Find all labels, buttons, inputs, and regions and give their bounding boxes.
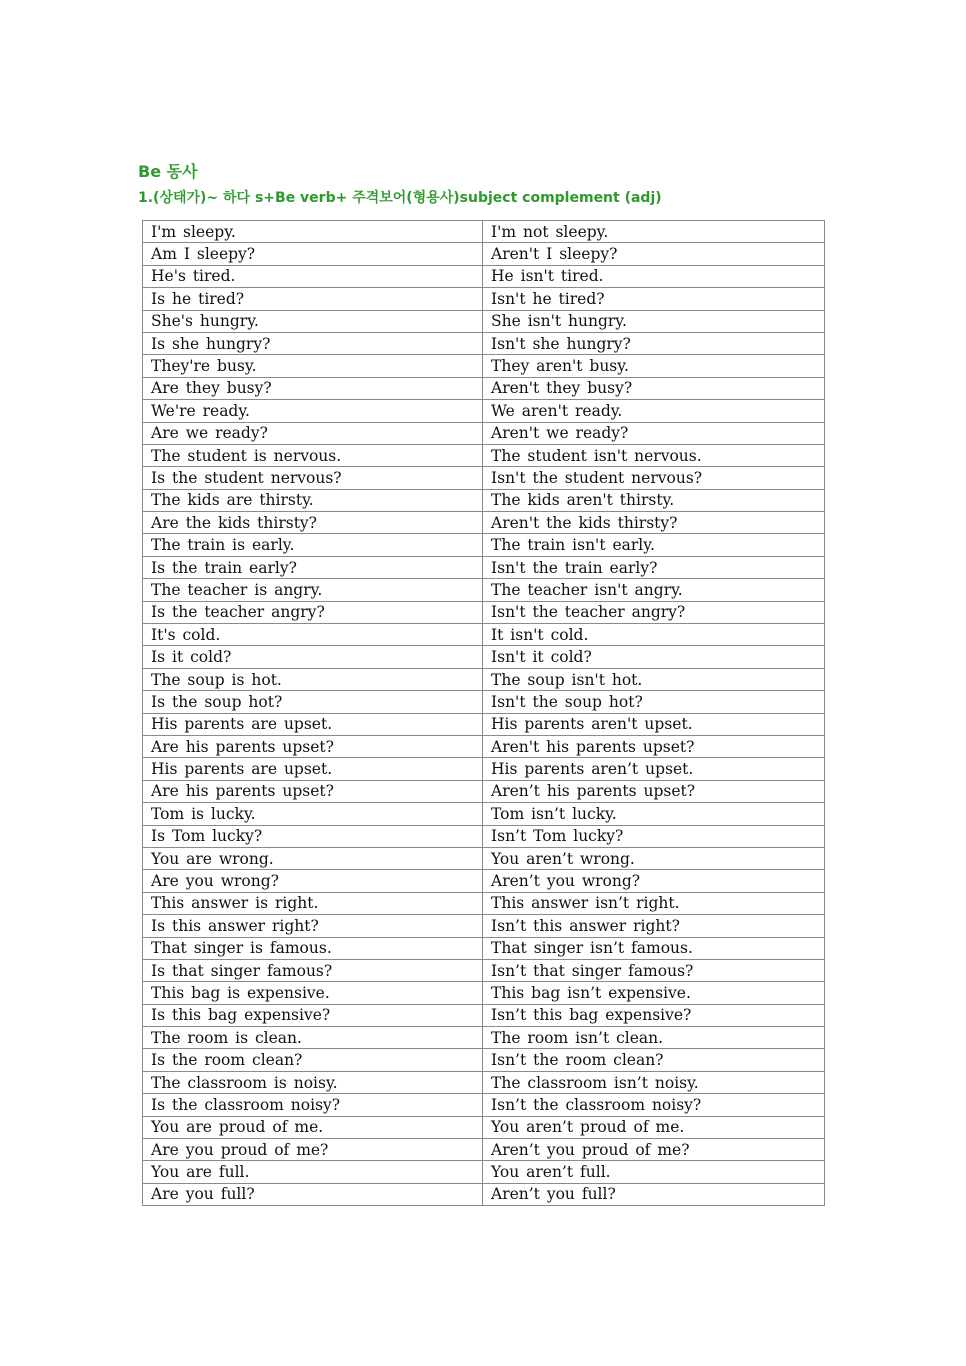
table-row: [143, 1161, 825, 1183]
negative-cell: That singer isn’t famous.: [483, 937, 825, 959]
table-row: [143, 534, 825, 556]
affirmative-cell: I'm sleepy.: [143, 221, 483, 243]
negative-cell: Aren’t you full?: [483, 1183, 825, 1205]
table-row: [143, 780, 825, 802]
affirmative-cell: Is the room clean?: [143, 1049, 483, 1071]
table-row: [143, 1071, 825, 1093]
section-subheading: 1.(상태가)~ 하다 s+Be verb+ 주격보어(형용사)subject complement (adj): [138, 190, 662, 206]
table-row: [143, 355, 825, 377]
negative-cell: It isn't cold.: [483, 624, 825, 646]
negative-cell: Isn’t Tom lucky?: [483, 825, 825, 847]
affirmative-cell: Are his parents upset?: [143, 735, 483, 757]
table-row: [143, 332, 825, 354]
affirmative-cell: His parents are upset.: [143, 758, 483, 780]
negative-cell: Isn't the train early?: [483, 556, 825, 578]
negative-cell: Aren’t you wrong?: [483, 870, 825, 892]
negative-cell: The soup isn't hot.: [483, 668, 825, 690]
table-row: [143, 1139, 825, 1161]
affirmative-cell: Am I sleepy?: [143, 243, 483, 265]
affirmative-cell: Are you proud of me?: [143, 1139, 483, 1161]
negative-cell: They aren't busy.: [483, 355, 825, 377]
negative-cell: Isn’t this bag expensive?: [483, 1004, 825, 1026]
negative-cell: Isn't the soup hot?: [483, 691, 825, 713]
affirmative-cell: The student is nervous.: [143, 444, 483, 466]
affirmative-cell: This bag is expensive.: [143, 982, 483, 1004]
table-row: [143, 646, 825, 668]
table-row: [143, 265, 825, 287]
negative-cell: Aren't we ready?: [483, 422, 825, 444]
affirmative-cell: That singer is famous.: [143, 937, 483, 959]
affirmative-cell: You are full.: [143, 1161, 483, 1183]
affirmative-cell: Is that singer famous?: [143, 959, 483, 981]
table-row: [143, 803, 825, 825]
affirmative-cell: Is the teacher angry?: [143, 601, 483, 623]
table-row: [143, 377, 825, 399]
table-row: [143, 243, 825, 265]
affirmative-cell: Are the kids thirsty?: [143, 512, 483, 534]
negative-cell: You aren’t proud of me.: [483, 1116, 825, 1138]
affirmative-cell: Are you wrong?: [143, 870, 483, 892]
table-row: [143, 422, 825, 444]
affirmative-cell: Is the soup hot?: [143, 691, 483, 713]
affirmative-cell: The soup is hot.: [143, 668, 483, 690]
sentence-table-body: [143, 221, 825, 1206]
negative-cell: We aren't ready.: [483, 400, 825, 422]
negative-cell: This bag isn’t expensive.: [483, 982, 825, 1004]
negative-cell: Tom isn’t lucky.: [483, 803, 825, 825]
negative-cell: The teacher isn't angry.: [483, 579, 825, 601]
affirmative-cell: You are proud of me.: [143, 1116, 483, 1138]
negative-cell: Aren't I sleepy?: [483, 243, 825, 265]
affirmative-cell: Is he tired?: [143, 288, 483, 310]
affirmative-cell: We're ready.: [143, 400, 483, 422]
affirmative-cell: The teacher is angry.: [143, 579, 483, 601]
table-row: [143, 221, 825, 243]
section-heading: Be 동사: [138, 162, 198, 181]
negative-cell: Isn’t this answer right?: [483, 915, 825, 937]
affirmative-cell: Are we ready?: [143, 422, 483, 444]
table-row: [143, 400, 825, 422]
negative-cell: Isn't the teacher angry?: [483, 601, 825, 623]
affirmative-cell: Are his parents upset?: [143, 780, 483, 802]
negative-cell: Isn’t the classroom noisy?: [483, 1094, 825, 1116]
table-row: [143, 982, 825, 1004]
table-row: [143, 444, 825, 466]
negative-cell: The train isn't early.: [483, 534, 825, 556]
affirmative-cell: This answer is right.: [143, 892, 483, 914]
affirmative-cell: His parents are upset.: [143, 713, 483, 735]
negative-cell: This answer isn’t right.: [483, 892, 825, 914]
affirmative-cell: Is the student nervous?: [143, 467, 483, 489]
table-row: [143, 601, 825, 623]
affirmative-cell: The classroom is noisy.: [143, 1071, 483, 1093]
table-row: [143, 1116, 825, 1138]
table-row: [143, 489, 825, 511]
affirmative-cell: Is the classroom noisy?: [143, 1094, 483, 1116]
affirmative-cell: The room is clean.: [143, 1027, 483, 1049]
affirmative-cell: The kids are thirsty.: [143, 489, 483, 511]
table-row: [143, 937, 825, 959]
negative-cell: Isn’t the room clean?: [483, 1049, 825, 1071]
affirmative-cell: Are they busy?: [143, 377, 483, 399]
table-row: [143, 892, 825, 914]
affirmative-cell: Are you full?: [143, 1183, 483, 1205]
negative-cell: You aren’t full.: [483, 1161, 825, 1183]
negative-cell: Aren’t you proud of me?: [483, 1139, 825, 1161]
affirmative-cell: Tom is lucky.: [143, 803, 483, 825]
table-row: [143, 467, 825, 489]
negative-cell: You aren’t wrong.: [483, 847, 825, 869]
table-row: [143, 310, 825, 332]
negative-cell: Isn't the student nervous?: [483, 467, 825, 489]
negative-cell: The kids aren't thirsty.: [483, 489, 825, 511]
negative-cell: She isn't hungry.: [483, 310, 825, 332]
negative-cell: The room isn’t clean.: [483, 1027, 825, 1049]
affirmative-cell: The train is early.: [143, 534, 483, 556]
affirmative-cell: Is Tom lucky?: [143, 825, 483, 847]
table-row: [143, 556, 825, 578]
table-row: [143, 735, 825, 757]
table-row: [143, 1027, 825, 1049]
affirmative-cell: Is the train early?: [143, 556, 483, 578]
table-row: [143, 288, 825, 310]
table-row: [143, 847, 825, 869]
negative-cell: He isn't tired.: [483, 265, 825, 287]
table-row: [143, 1004, 825, 1026]
table-row: [143, 758, 825, 780]
negative-cell: The student isn't nervous.: [483, 444, 825, 466]
negative-cell: The classroom isn’t noisy.: [483, 1071, 825, 1093]
negative-cell: Isn't he tired?: [483, 288, 825, 310]
negative-cell: His parents aren't upset.: [483, 713, 825, 735]
table-row: [143, 579, 825, 601]
negative-cell: I'm not sleepy.: [483, 221, 825, 243]
table-row: [143, 1183, 825, 1205]
affirmative-cell: She's hungry.: [143, 310, 483, 332]
negative-cell: Aren't the kids thirsty?: [483, 512, 825, 534]
negative-cell: Aren't they busy?: [483, 377, 825, 399]
affirmative-cell: Is she hungry?: [143, 332, 483, 354]
negative-cell: Aren't his parents upset?: [483, 735, 825, 757]
table-row: [143, 713, 825, 735]
negative-cell: Isn't she hungry?: [483, 332, 825, 354]
table-row: [143, 870, 825, 892]
affirmative-cell: Is this answer right?: [143, 915, 483, 937]
affirmative-cell: You are wrong.: [143, 847, 483, 869]
table-row: [143, 959, 825, 981]
table-row: [143, 668, 825, 690]
negative-cell: Isn't it cold?: [483, 646, 825, 668]
negative-cell: Aren’t his parents upset?: [483, 780, 825, 802]
negative-cell: His parents aren’t upset.: [483, 758, 825, 780]
table-row: [143, 915, 825, 937]
sentence-table: [142, 220, 825, 1206]
affirmative-cell: They're busy.: [143, 355, 483, 377]
table-row: [143, 512, 825, 534]
affirmative-cell: Is this bag expensive?: [143, 1004, 483, 1026]
table-row: [143, 624, 825, 646]
affirmative-cell: Is it cold?: [143, 646, 483, 668]
negative-cell: Isn’t that singer famous?: [483, 959, 825, 981]
table-row: [143, 1094, 825, 1116]
affirmative-cell: He's tired.: [143, 265, 483, 287]
table-row: [143, 825, 825, 847]
table-row: [143, 1049, 825, 1071]
table-row: [143, 691, 825, 713]
affirmative-cell: It's cold.: [143, 624, 483, 646]
